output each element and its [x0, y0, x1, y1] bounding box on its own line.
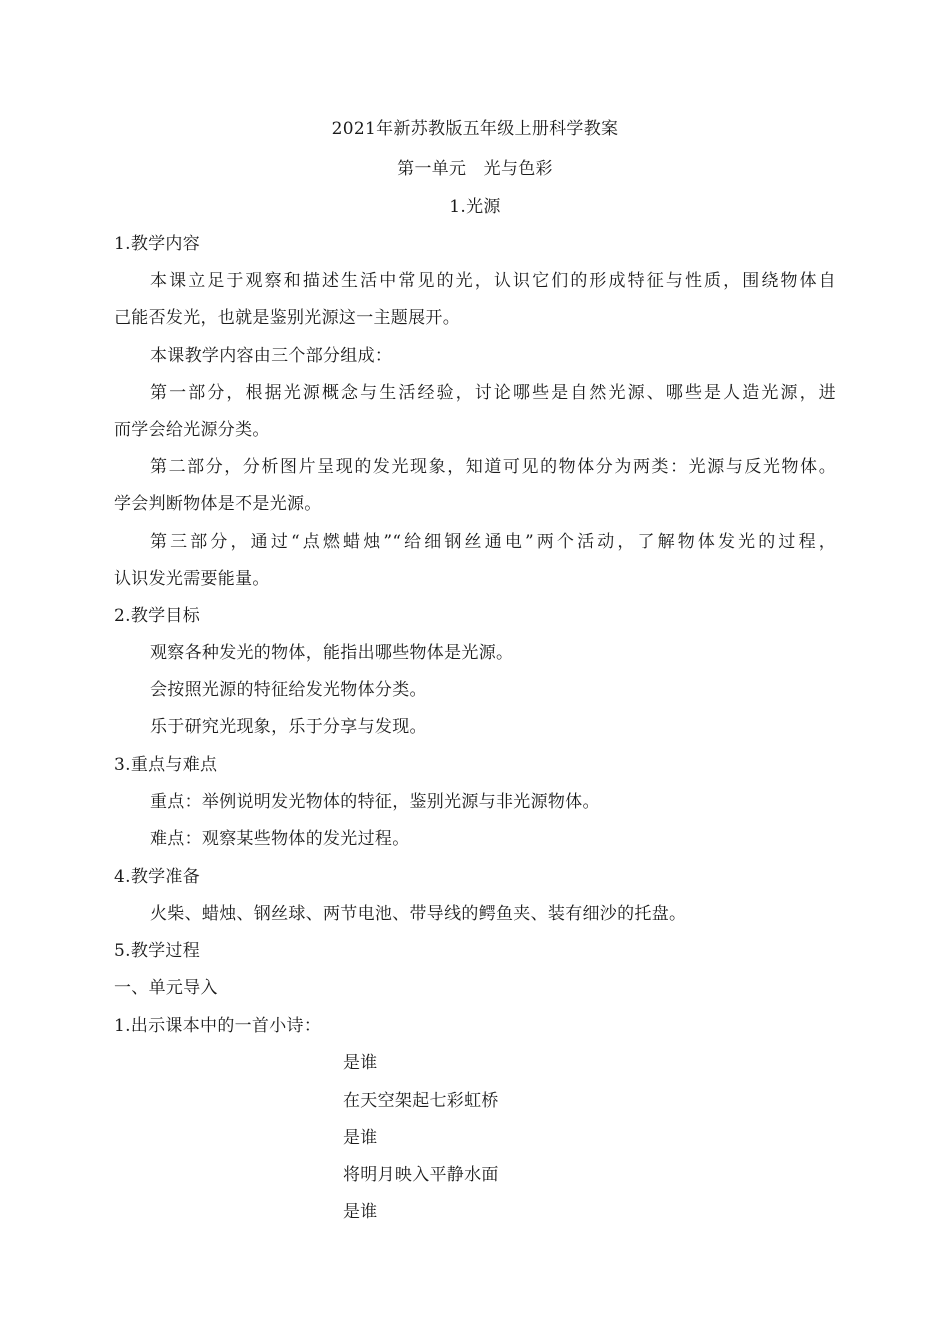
paragraph-part3-line2: 认识发光需要能量。 [114, 569, 270, 589]
section-heading-content: 1.教学内容 [114, 234, 201, 254]
paragraph-parts: 本课教学内容由三个部分组成： [150, 346, 393, 366]
section-heading-prep: 4.教学准备 [114, 867, 201, 887]
poem-line: 在天空架起七彩虹桥 [343, 1091, 499, 1111]
paragraph-part1-line1: 第一部分，根据光源概念与生活经验，讨论哪些是自然光源、哪些是人造光源，进 [150, 383, 836, 403]
paragraph-part1-line2: 而学会给光源分类。 [114, 420, 270, 440]
paragraph-intro-line1: 本课立足于观察和描述生活中常见的光，认识它们的形成特征与性质，围绕物体自 [150, 271, 836, 291]
goal-item: 会按照光源的特征给发光物体分类。 [150, 680, 427, 700]
section-heading-process: 5.教学过程 [114, 941, 201, 961]
paragraph-intro-line2: 己能否发光，也就是鉴别光源这一主题展开。 [114, 308, 460, 328]
key-point: 重点：举例说明发光物体的特征，鉴别光源与非光源物体。 [150, 792, 600, 812]
difficulty-point: 难点：观察某些物体的发光过程。 [150, 829, 410, 849]
document-title: 2021年新苏教版五年级上册科学教案 [331, 119, 619, 139]
poem-line: 是谁 [343, 1053, 378, 1073]
unit-title: 第一单元 光与色彩 [397, 159, 553, 179]
section-heading-focus: 3.重点与难点 [114, 755, 218, 775]
section-heading-goals: 2.教学目标 [114, 606, 201, 626]
process-part-heading: 一、单元导入 [114, 978, 218, 998]
paragraph-part3-line1: 第三部分，通过“点燃蜡烛”“给细钢丝通电”两个活动，了解物体发光的过程， [150, 532, 836, 552]
poem-line: 将明月映入平静水面 [343, 1165, 499, 1185]
goal-item: 乐于研究光现象，乐于分享与发现。 [150, 717, 427, 737]
materials-list: 火柴、蜡烛、钢丝球、两节电池、带导线的鳄鱼夹、装有细沙的托盘。 [150, 904, 687, 924]
paragraph-part2-line1: 第二部分，分析图片呈现的发光现象，知道可见的物体分为两类：光源与反光物体。 [150, 457, 836, 477]
goal-item: 观察各种发光的物体，能指出哪些物体是光源。 [150, 643, 514, 663]
poem-line: 是谁 [343, 1202, 378, 1222]
lesson-title: 1.光源 [449, 197, 501, 217]
poem-line: 是谁 [343, 1128, 378, 1148]
paragraph-part2-line2: 学会判断物体是不是光源。 [114, 494, 322, 514]
process-step: 1.出示课本中的一首小诗： [114, 1016, 322, 1036]
